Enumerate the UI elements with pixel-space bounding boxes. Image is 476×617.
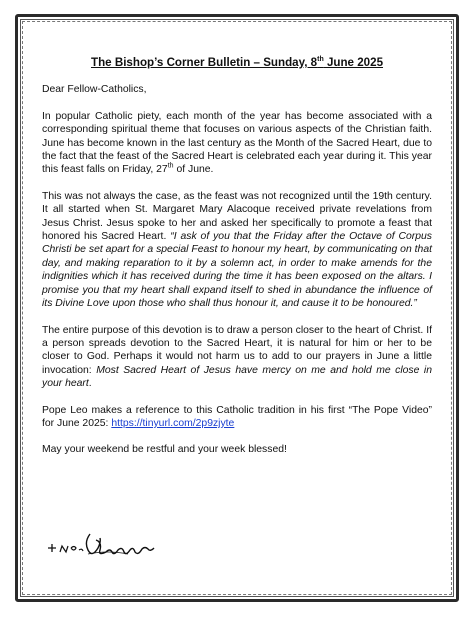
handwritten-signature: [44, 528, 184, 560]
salutation: Dear Fellow-Catholics,: [42, 84, 147, 96]
page-title: The Bishop’s Corner Bulletin – Sunday, 8th June 2025: [90, 56, 384, 69]
bulletin-body: [42, 56, 432, 470]
invocation: Most Sacred Heart of Jesus have mercy on me and hold me close in your heart: [42, 364, 432, 390]
pope-video-link[interactable]: https://tinyurl.com/2p9zjyte: [111, 417, 235, 429]
closing-line: May your weekend be restful and your week blessed!: [42, 444, 287, 456]
jesus-quote: “I ask of you that the Friday after the Octave of Corpus Christi be set apart for a special Feast to honour my heart, by communicating on that day, and making reparation to it by a solemn act, in order to make amends for the indignities which it has received during the time it has been exposed on the altars. I promise you that my heart shall expand itself to shed in abundance the influence of its Divine Love upon those who shall thus honour it, and cause it to be honoured.”: [42, 231, 432, 310]
paragraph-devotion: The entire purpose of this devotion is to draw a person closer to the heart of Christ. If a person spreads devotion to the Sacred Heart, it is natural for him or her to be closer to God. Perhaps it would not harm us to add to our prayers in June a little invocation: Most Sacred Heart of Jesus have mercy on me and hold me close in your heart.: [42, 324, 432, 390]
paragraph-month-theme: In popular Catholic piety, each month of the year has become associated with a corresponding spiritual theme that focuses on various aspects of the Christian faith. June has become known in the last century as the Month of the Sacred Heart, due to the fact that the feast of the Sacred Heart is celebrated each year during it. This year this feast falls on Friday, 27th of June.: [42, 110, 432, 176]
paragraph-history: This was not always the case, as the feast was not recognized until the 19th century. It all started when St. Margaret Mary Alacoque received private revelations from Jesus Christ. Jesus spoke to her and asked her specifically to promote a feast that honored his Sacred Heart. “I ask of you that the Friday after the Octave of Corpus Christi be set apart for a special Feast to honour my heart, by communicating on that day, and making reparation to it by a solemn act, in order to make amends for the indignities which it has received during the time it has been exposed on the altars. I promise you that my heart shall expand itself to shed in abundance the influence of its Divine Love upon those who shall thus honour it, and cause it to be honoured.”: [42, 190, 432, 310]
paragraph-pope-video: Pope Leo makes a reference to this Catholic tradition in his first “The Pope Video” for June 2025: https://tinyurl.com/2p9zjyte: [42, 404, 432, 429]
